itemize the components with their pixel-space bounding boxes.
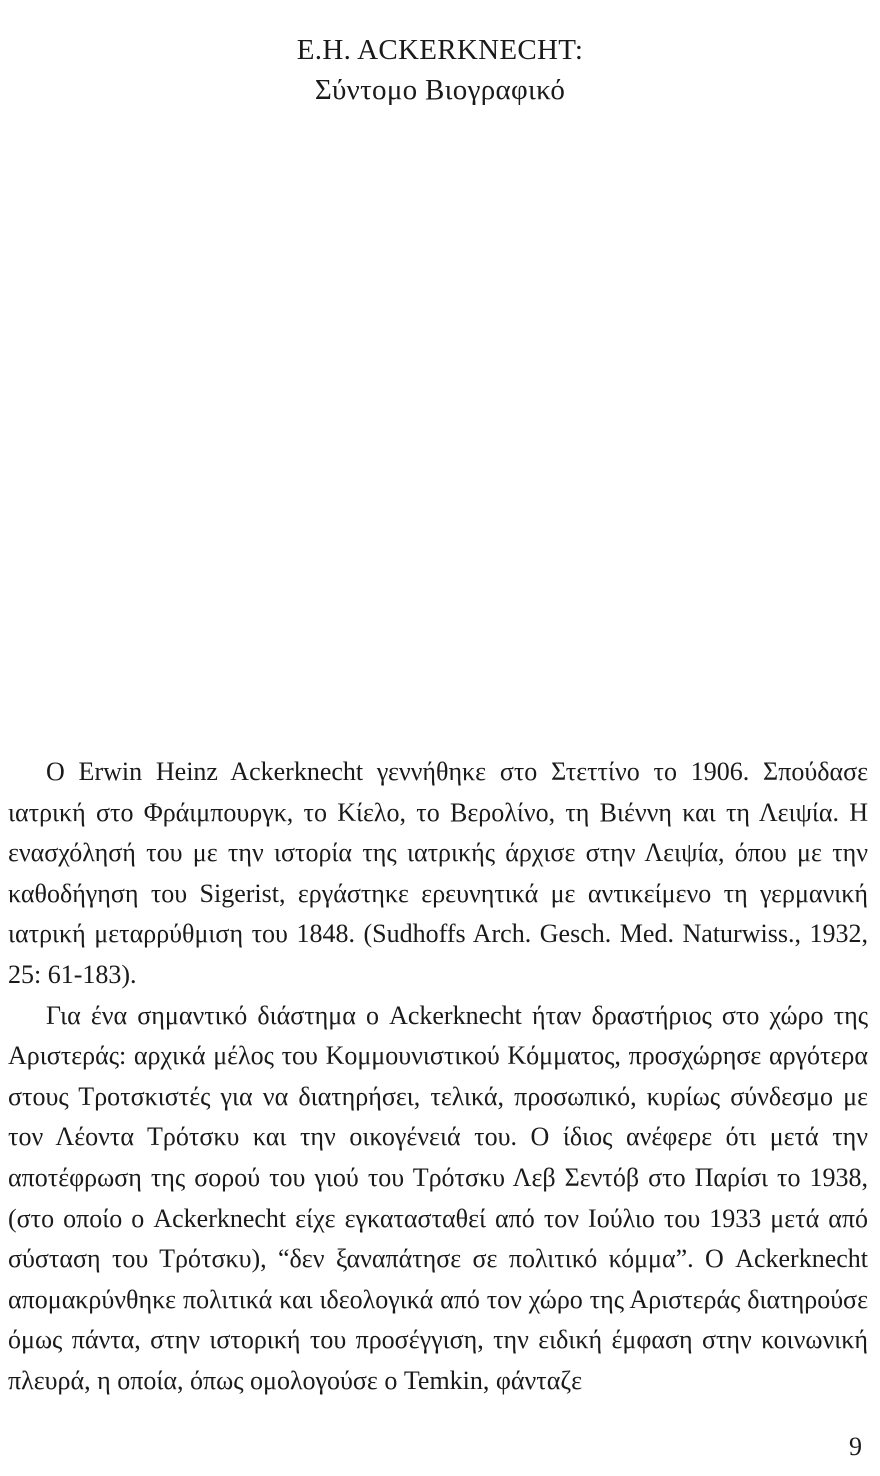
- paragraph-2: Για ένα σημαντικό διάστημα ο Ackerknecht ήταν δραστήριος στο χώρο της Αριστεράς: αρχικά μέλος του Κομμουνιστικού Κόμματος, προσχώρησε αργότερα στους Τροτσκιστές για να διατηρήσει, τελικά, προσωπικό, κυρίως σύνδεσμο με τον Λέοντα Τρότσκυ και την οικογένειά του. Ο ίδιος ανέφερε ότι μετά την αποτέφρωση της σορού του γιού του Τρότσκυ Λεβ Σεντόβ στο Παρίσι το 1938, (στο οποίο ο Ackerknecht είχε εγκατασταθεί από τον Ιούλιο του 1933 μετά από σύσταση του Τρότσκυ), “δεν ξαναπάτησε σε πολιτικό κόμμα”. Ο Ackerknecht απομακρύνθηκε πολιτικά και ιδεολογικά από τον χώρο της Αριστεράς διατηρούσε όμως πάντα, στην ιστορική του προσέγγιση, την ειδική έμφαση στην κοινωνική πλευρά, η οποία, όπως ομολογούσε ο Temkin, φάνταζε: [8, 1000, 868, 1395]
- page-title: E.H. ACKERKNECHT:: [296, 34, 584, 66]
- title-block: [0, 30, 880, 110]
- page-number: 9: [849, 1432, 862, 1461]
- paragraph-1: Ο Erwin Heinz Ackerknecht γεννήθηκε στο Στεττίνο το 1906. Σπούδασε ιατρική στο Φράιμπουργκ, το Κίελο, το Βερολίνο, τη Βιέννη και τη Λειψία. Η ενασχόλησή του με την ιστορία της ιατρικής άρχισε στην Λειψία, όπου με την καθοδήγηση του Sigerist, εργάστηκε ερευνητικά με αντικείμενο τη γερμανική ιατρική μεταρρύθμιση του 1848. (Sudhoffs Arch. Gesch. Med. Naturwiss., 1932, 25: 61-183).: [8, 757, 868, 989]
- page-subtitle: Σύντομο Βιογραφικό: [314, 74, 566, 106]
- body-text: [8, 752, 868, 1402]
